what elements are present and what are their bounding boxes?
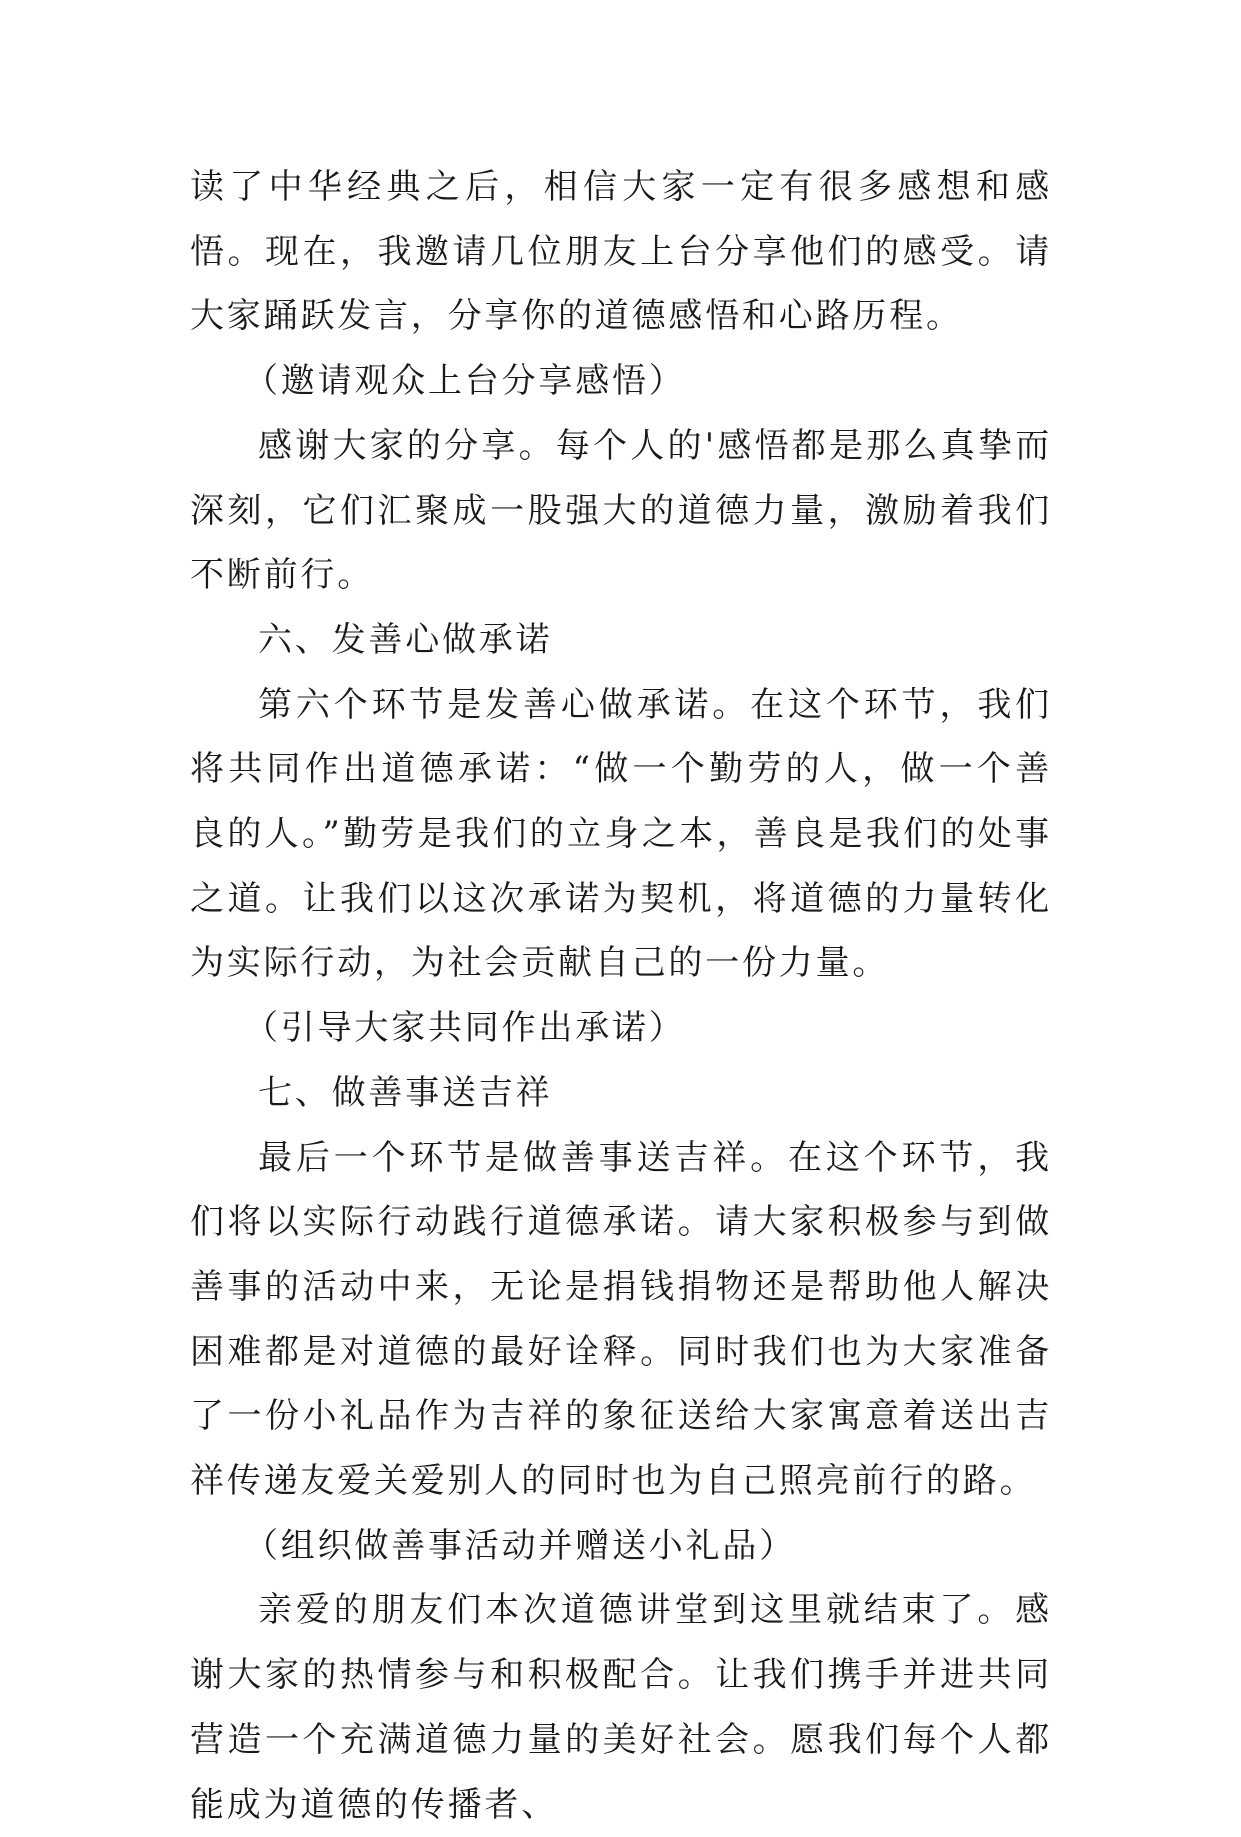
stage-note-share: （邀请观众上台分享感悟） — [244, 361, 686, 402]
paragraph-section-six: 第六个环节是发善心做承诺。在这个环节，我们将共同作出道德承诺：“做一个勤劳的人，做一个善良的人。”勤劳是我们的立身之本，善良是我们的处事之道。让我们以这次承诺为契机，将道德的力量转化为实际行动，为社会贡献自己的一份力量。 — [190, 684, 1052, 984]
document-body — [190, 155, 1052, 1837]
paragraph-closing: 亲爱的朋友们本次道德讲堂到这里就结束了。感谢大家的热情参与和积极配合。让我们携手并进共同营造一个充满道德力量的美好社会。愿我们每个人都能成为道德的传播者、 — [190, 1590, 1052, 1825]
paragraph-invitation: 读了中华经典之后，相信大家一定有很多感想和感悟。现在，我邀请几位朋友上台分享他们的感受。请大家踊跃发言，分享你的道德感悟和心路历程。 — [190, 167, 1052, 337]
section-heading-six: 六、发善心做承诺 — [258, 619, 553, 660]
section-heading-seven: 七、做善事送吉祥 — [258, 1072, 553, 1113]
stage-note-gifts: （组织做善事活动并赠送小礼品） — [244, 1525, 796, 1566]
paragraph-section-seven: 最后一个环节是做善事送吉祥。在这个环节，我们将以实际行动践行道德承诺。请大家积极参与到做善事的活动中来，无论是捐钱捐物还是帮助他人解决困难都是对道德的最好诠释。同时我们也为大家准备了一份小礼品作为吉祥的象征送给大家寓意着送出吉祥传递友爱关爱别人的同时也为自己照亮前行的路。 — [190, 1137, 1052, 1502]
paragraph-thanks: 感谢大家的分享。每个人的'感悟都是那么真挚而深刻，它们汇聚成一股强大的道德力量，激励着我们不断前行。 — [190, 425, 1052, 596]
stage-note-promise: （引导大家共同作出承诺） — [244, 1008, 686, 1049]
